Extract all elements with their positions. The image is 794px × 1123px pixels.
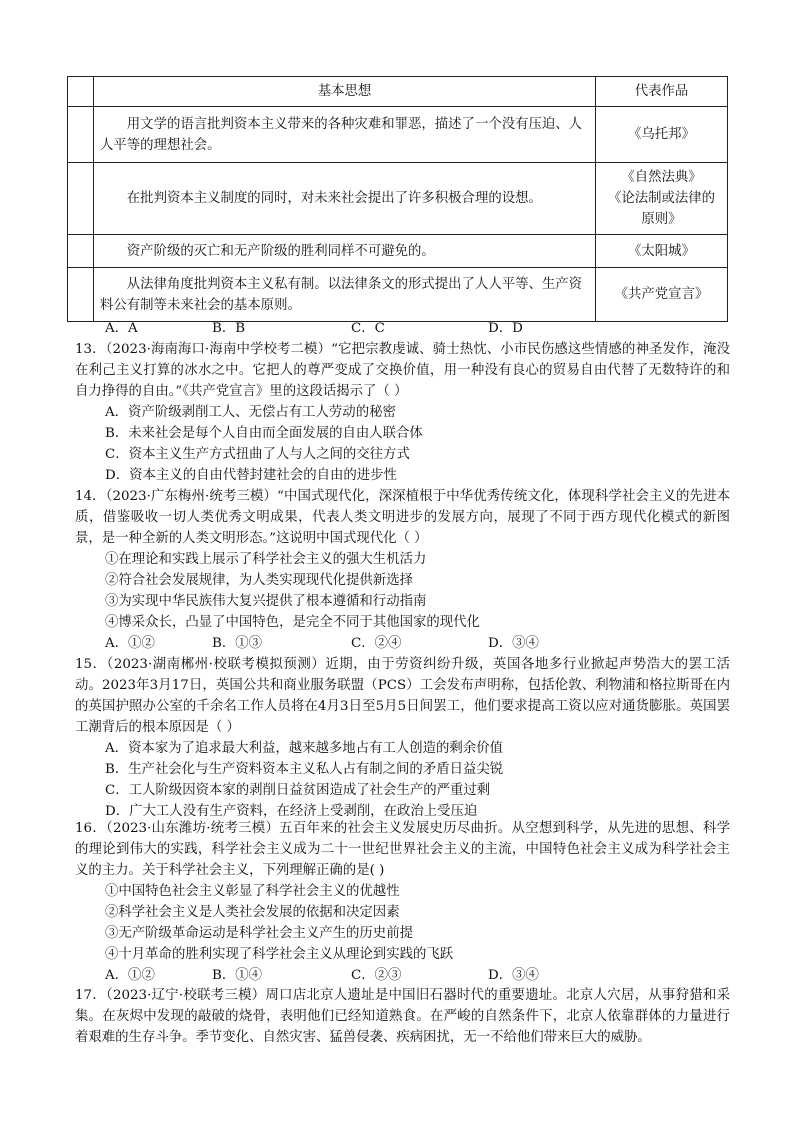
idea-cell: 从法律角度批判资本主义私有制。以法律条文的形式提出了人人平等、生产资料公有制等未来社会的基本原则。 — [94, 268, 596, 322]
idea-cell: 资产阶级的灭亡和无产阶级的胜利同样不可避免的。 — [94, 235, 596, 268]
choice-b[interactable]: B．①④ — [212, 968, 263, 983]
choice-a[interactable]: A．①② — [105, 636, 155, 651]
choice-b[interactable]: B．B — [212, 321, 246, 336]
statement-2: ②符合社会发展规律，为人类实现现代化提供新选择 — [105, 573, 413, 588]
row-marker-cell — [68, 107, 94, 163]
table-header-blank — [68, 77, 94, 107]
answer-choices — [75, 965, 730, 986]
work-cell: 《自然法典》 《论法制或法律的原则》 — [596, 163, 728, 235]
idea-cell: 用文学的语言批判资本主义带来的各种灾难和罪恶，描述了一个没有压迫、人人平等的理想社会。 — [94, 107, 596, 163]
choice-a[interactable]: A．A — [105, 321, 138, 336]
table-header-representative-work: 代表作品 — [596, 77, 728, 107]
work-cell: 《太阳城》 — [596, 235, 728, 268]
socialism-thought-table — [67, 76, 728, 322]
choice-c[interactable]: C．C — [351, 321, 385, 336]
question-stem: 17．（2023·辽宁·校联考三模）周口店北京人遗址是中国旧石器时代的重要遗址。北京人穴居，从事狩猎和采集。在灰烬中发现的敲破的烧骨，表明他们已经知道熟食。在严峻的自然条件下，北京人依靠群体的力量进行着艰难的生存斗争。季节变化、自然灾害、猛兽侵袭、疾病困扰，无一不给他们带来巨大的威胁。 — [75, 988, 730, 1045]
statement-1: ①在理论和实践上展示了科学社会主义的强大生机活力 — [105, 552, 427, 567]
option-a[interactable]: A．资产阶级剥削工人、无偿占有工人劳动的秘密 — [105, 405, 396, 420]
option-c[interactable]: C．工人阶级因资本家的剥削日益贫困造成了社会生产的严重过剩 — [105, 783, 491, 798]
question-stem: 15．（2023·湖南郴州·校联考模拟预测）近期，由于劳资纠纷升级，英国各地多行业掀起声势浩大的罢工活动。2023年3月17日，英国公共和商业服务联盟（PCS）工会发布声明称，包括伦敦、利物浦和格拉斯哥在内的英国护照办公室的千余名工作人员将在4月3日至5月5日间罢工，他们要求提高工资以应对通货膨胀。英国罢工潮背后的根本原因是（ ） — [75, 657, 730, 735]
option-a[interactable]: A．资本家为了追求最大利益，越来越多地占有工人创造的剩余价值 — [105, 741, 503, 756]
question-13 — [75, 339, 730, 486]
question-17 — [75, 985, 730, 1048]
choice-b[interactable]: B．①③ — [212, 636, 263, 651]
work-cell: 《乌托邦》 — [596, 107, 728, 163]
choice-a[interactable]: A．①② — [105, 968, 155, 983]
idea-cell: 在批判资本主义制度的同时，对未来社会提出了许多积极合理的设想。 — [94, 163, 596, 235]
statement-1: ①中国特色社会主义彰显了科学社会主义的优越性 — [105, 884, 400, 899]
option-d[interactable]: D．广大工人没有生产资料，在经济上受剥削，在政治上受压迫 — [105, 804, 478, 819]
question-15 — [75, 654, 730, 822]
question-12-answers — [75, 318, 730, 339]
question-stem: 14．（2023·广东梅州·统考三模）“中国式现代化，深深植根于中华优秀传统文化，体现科学社会主义的先进本质，借鉴吸收一切人类优秀文明成果，代表人类文明进步的发展方向，展现了不同于西方现代化模式的新图景，是一种全新的人类文明形态。”这说明中国式现代化（ ） — [75, 489, 730, 546]
choice-d[interactable]: D．③④ — [488, 968, 539, 983]
table-row — [68, 107, 728, 163]
question-stem: 13．（2023·海南海口·海南中学校考二模）“它把宗教虔诚、骑士热忱、小市民伤感这些情感的神圣发作，淹没在利己主义打算的冰水之中。它把人的尊严变成了交换价值，用一种没有良心的贸易自由代替了无数特许的和自力挣得的自由。”《共产党宣言》里的这段话揭示了（ ） — [75, 342, 730, 399]
question-stem: 16．（2023·山东潍坊·统考三模）五百年来的社会主义发展史历尽曲折。从空想到科学，从先进的思想、科学的理论到伟大的实践，科学社会主义成为二十一世纪世界社会主义的主流，中国特色社会主义成为科学社会主义的主力。关于科学社会主义，下列理解正确的是( ) — [75, 821, 730, 878]
option-c[interactable]: C．资本主义生产方式扭曲了人与人之间的交往方式 — [105, 447, 410, 462]
row-marker-cell — [68, 235, 94, 268]
row-marker-cell — [68, 163, 94, 235]
table-row — [68, 268, 728, 322]
work-cell: 《共产党宣言》 — [596, 268, 728, 322]
table-header-basic-thought: 基本思想 — [94, 77, 596, 107]
question-16 — [75, 818, 730, 986]
table-row — [68, 235, 728, 268]
statement-4: ④十月革命的胜利实现了科学社会主义从理论到实践的飞跃 — [105, 947, 454, 962]
choice-c[interactable]: C．②④ — [351, 636, 402, 651]
option-b[interactable]: B．生产社会化与生产资料资本主义私人占有制之间的矛盾日益尖锐 — [105, 762, 504, 777]
choice-d[interactable]: D．D — [488, 321, 523, 336]
option-b[interactable]: B．未来社会是每个人自由而全面发展的自由人联合体 — [105, 426, 423, 441]
statement-4: ④博采众长，凸显了中国特色，是完全不同于其他国家的现代化 — [105, 615, 480, 630]
option-d[interactable]: D．资本主义的自由代替封建社会的自由的进步性 — [105, 468, 397, 483]
statement-2: ②科学社会主义是人类社会发展的依据和决定因素 — [105, 905, 400, 920]
statement-3: ③为实现中华民族伟大复兴提供了根本遵循和行动指南 — [105, 594, 427, 609]
question-14 — [75, 486, 730, 654]
row-marker-cell — [68, 268, 94, 322]
choice-d[interactable]: D．③④ — [488, 636, 539, 651]
answer-choices — [75, 318, 730, 339]
statement-3: ③无产阶级革命运动是科学社会主义产生的历史前提 — [105, 926, 413, 941]
choice-c[interactable]: C．②③ — [351, 968, 402, 983]
table-row — [68, 163, 728, 235]
answer-choices — [75, 633, 730, 654]
table-header-row — [68, 77, 728, 107]
